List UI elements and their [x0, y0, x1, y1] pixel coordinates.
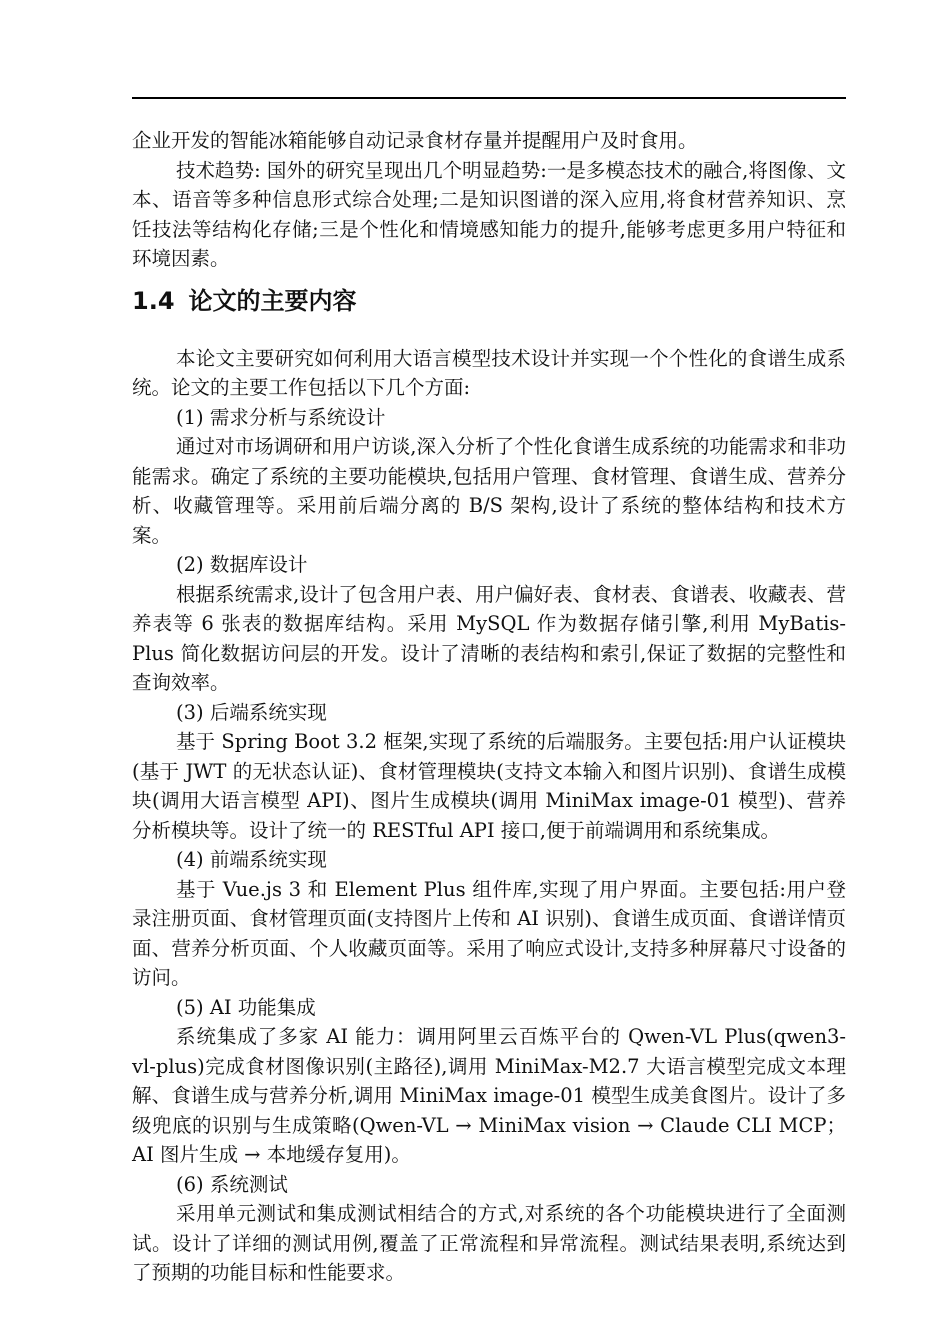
item-body: 采用单元测试和集成测试相结合的方式,对系统的各个功能模块进行了全面测试。设计了详细的测试用例,覆盖了正常流程和异常流程。测试结果表明,系统达到了预期的功能目标和性能要求。 — [132, 1202, 846, 1284]
section-title: 论文的主要内容 — [188, 286, 357, 315]
item-label: (2) 数据库设计 — [176, 553, 308, 576]
header-rule — [132, 97, 846, 99]
item-body: 系统集成了多家 AI 能力：调用阿里云百炼平台的 Qwen-VL Plus(qwen3-vl-plus)完成食材图像识别(主路径),调用 MiniMax-M2.7 大语言模型完成文本理解、食谱生成与营养分析,调用 MiniMax image-01 模型生成美食图片。设计了多级兜底的识别与生成策略(Qwen-VL → MiniMax vision → Claude CLI MCP；AI 图片生成 → 本地缓存复用)。 — [132, 1025, 846, 1166]
item-body: 通过对市场调研和用户访谈,深入分析了个性化食谱生成系统的功能需求和非功能需求。确定了系统的主要功能模块,包括用户管理、食材管理、食谱生成、营养分析、收藏管理等。采用前后端分离的 B/S 架构,设计了系统的整体结构和技术方案。 — [132, 435, 846, 547]
page-content — [132, 126, 846, 1288]
section-heading — [132, 286, 846, 316]
item-label: (5) AI 功能集成 — [176, 995, 316, 1019]
section-intro: 本论文主要研究如何利用大语言模型技术设计并实现一个个性化的食谱生成系统。论文的主要工作包括以下几个方面: — [132, 346, 846, 399]
trend-paragraph: 技术趋势: 国外的研究呈现出几个明显趋势:一是多模态技术的融合,将图像、文本、语音等多种信息形式综合处理;二是知识图谱的深入应用,将食材营养知识、烹饪技法等结构化存储;三是个性化和情境感知能力的提升,能够考虑更多用户特征和环境因素。 — [132, 158, 846, 270]
item-label: (3) 后端系统实现 — [176, 700, 327, 724]
item-label: (4) 前端系统实现 — [176, 848, 327, 871]
continued-paragraph: 企业开发的智能冰箱能够自动记录食材存量并提醒用户及时食用。 — [132, 129, 698, 152]
item-body: 根据系统需求,设计了包含用户表、用户偏好表、食材表、食谱表、收藏表、营养表等 6 张表的数据库结构。采用 MySQL 作为数据存储引擎,利用 MyBatis-Plus 简化数据访问层的开发。设计了清晰的表结构和索引,保证了数据的完整性和查询效率。 — [132, 582, 846, 694]
item-body: 基于 Spring Boot 3.2 框架,实现了系统的后端服务。主要包括:用户认证模块(基于 JWT 的无状态认证)、食材管理模块(支持文本输入和图片识别)、食谱生成模块(调用大语言模型 API)、图片生成模块(调用 MiniMax image-01 模型)、营养分析模块等。设计了统一的 RESTful API 接口,便于前端调用和系统集成。 — [132, 730, 846, 842]
item-label: (6) 系统测试 — [176, 1172, 288, 1196]
item-body: 基于 Vue.js 3 和 Element Plus 组件库,实现了用户界面。主要包括:用户登录注册页面、食材管理页面(支持图片上传和 AI 识别)、食谱生成页面、食谱详情页面、营养分析页面、个人收藏页面等。采用了响应式设计,支持多种屏幕尺寸设备的访问。 — [132, 877, 846, 989]
section-number: 1.4 — [132, 286, 175, 315]
item-label: (1) 需求分析与系统设计 — [176, 405, 386, 429]
